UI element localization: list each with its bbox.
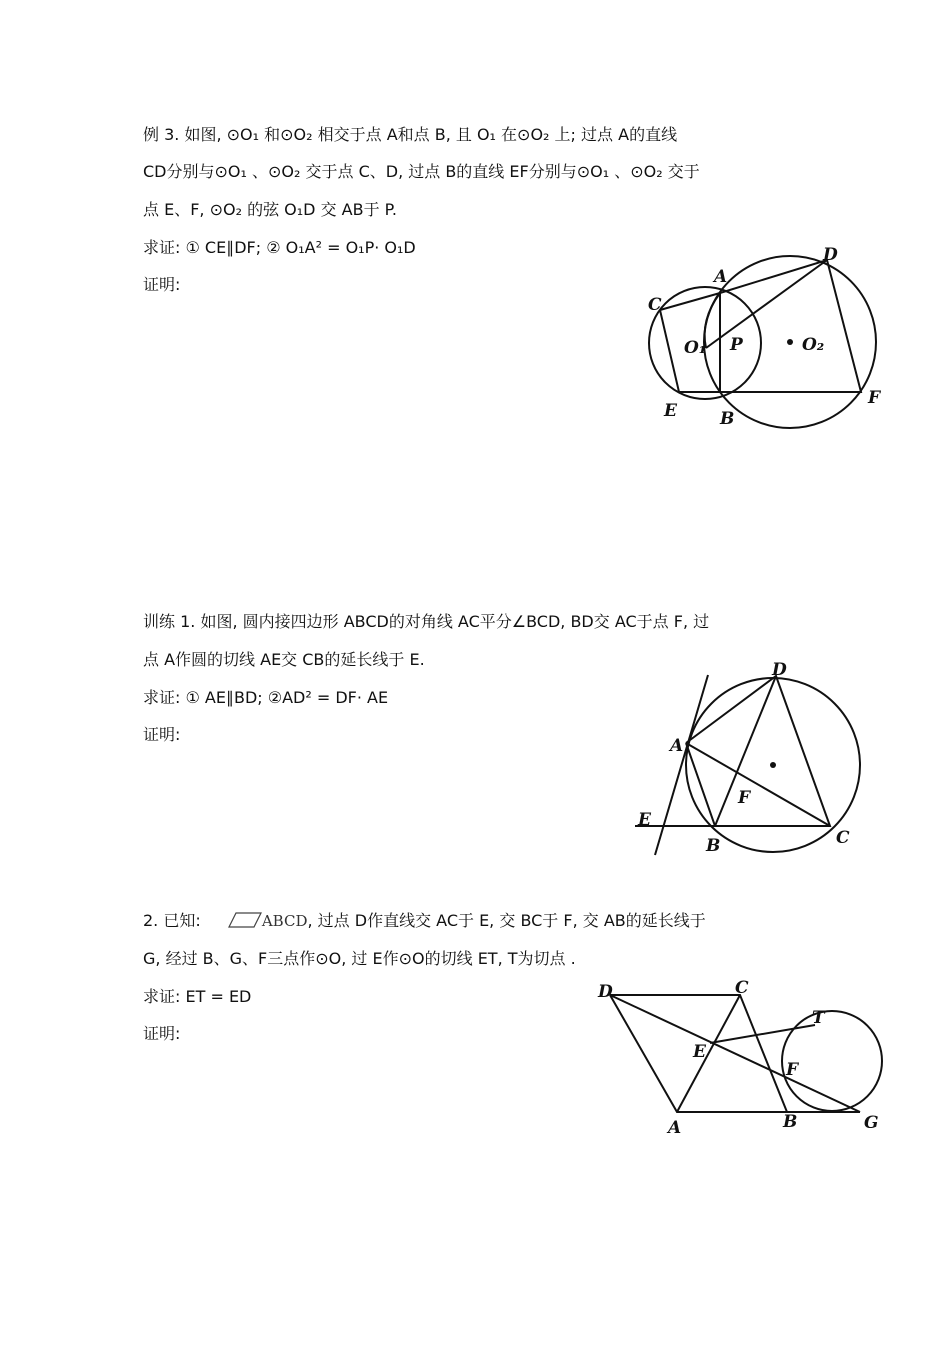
diagonal-ac	[686, 743, 830, 826]
problem2-figure	[590, 975, 900, 1150]
label-f: F	[868, 388, 881, 408]
example3-line3: 点 E、F, ⊙O₂ 的弦 O₁D 交 AB于 P.	[143, 200, 397, 219]
tangent-et	[710, 1025, 815, 1043]
label-a: A	[668, 1118, 682, 1138]
label-o2: O₂	[802, 335, 825, 355]
label-b: B	[706, 836, 721, 856]
problem2-line1	[143, 910, 706, 934]
label-g: G	[864, 1113, 879, 1133]
problem2-proof-label: 证明:	[143, 1024, 181, 1043]
diagonal-ac	[677, 995, 740, 1112]
example3-prove: 求证: ① CE∥DF; ② O₁A² = O₁P· O₁D	[143, 238, 416, 257]
label-b: B	[783, 1112, 798, 1132]
label-e: E	[638, 810, 651, 830]
label-c: C	[648, 295, 662, 315]
training1-prove: 求证: ① AE∥BD; ②AD² = DF· AE	[143, 688, 389, 707]
example3-line1: 例 3. 如图, ⊙O₁ 和⊙O₂ 相交于点 A和点 B, 且 O₁ 在⊙O₂ 上; 过点 A的直线	[143, 125, 678, 144]
label-d: D	[598, 982, 613, 1002]
training1-proof-label: 证明:	[143, 725, 181, 744]
example3-line2: CD分别与⊙O₁ 、⊙O₂ 交于点 C、D, 过点 B的直线 EF分别与⊙O₁ 、⊙O₂ 交于	[143, 162, 700, 181]
training1-figure	[630, 655, 875, 865]
label-c: C	[836, 828, 850, 848]
example3-figure	[630, 240, 900, 440]
quad-adcb	[686, 676, 830, 826]
problem2-line2: G, 经过 B、G、F三点作⊙O, 过 E作⊙O的切线 ET, T为切点 .	[143, 949, 576, 968]
parallelogram-symbol	[228, 912, 262, 934]
label-d: D	[823, 245, 838, 265]
label-p: P	[730, 335, 743, 355]
label-f: F	[738, 788, 751, 808]
label-b: B	[720, 409, 735, 429]
problem2-condition: , 过点 D作直线交 AC于 E, 交 BC于 F, 交 AB的延长线于	[307, 911, 706, 930]
tangent-ae	[655, 675, 708, 855]
center-dot	[770, 762, 776, 768]
label-t: T	[812, 1008, 825, 1028]
training1-line2: 点 A作圆的切线 AE交 CB的延长线于 E.	[143, 650, 425, 669]
label-e: E	[693, 1042, 706, 1062]
label-o1: O₁	[684, 338, 707, 358]
parallelogram-name: ABCD	[261, 912, 308, 930]
label-d: D	[772, 660, 787, 680]
parallelogram-icon	[228, 912, 262, 928]
label-a: A	[714, 267, 728, 287]
label-a: A	[670, 736, 684, 756]
center-o2-dot	[787, 339, 793, 345]
training1-line1: 训练 1. 如图, 圆内接四边形 ABCD的对角线 AC平分∠BCD, BD交 AC于点 F, 过	[143, 612, 710, 631]
example3-proof-label: 证明:	[143, 275, 181, 294]
label-e: E	[664, 401, 677, 421]
problem2-given: 2. 已知:	[143, 911, 201, 930]
polygon-cdfe	[660, 260, 861, 392]
problem2-prove: 求证: ET = ED	[143, 987, 252, 1006]
label-f: F	[786, 1060, 799, 1080]
label-c: C	[735, 978, 749, 998]
